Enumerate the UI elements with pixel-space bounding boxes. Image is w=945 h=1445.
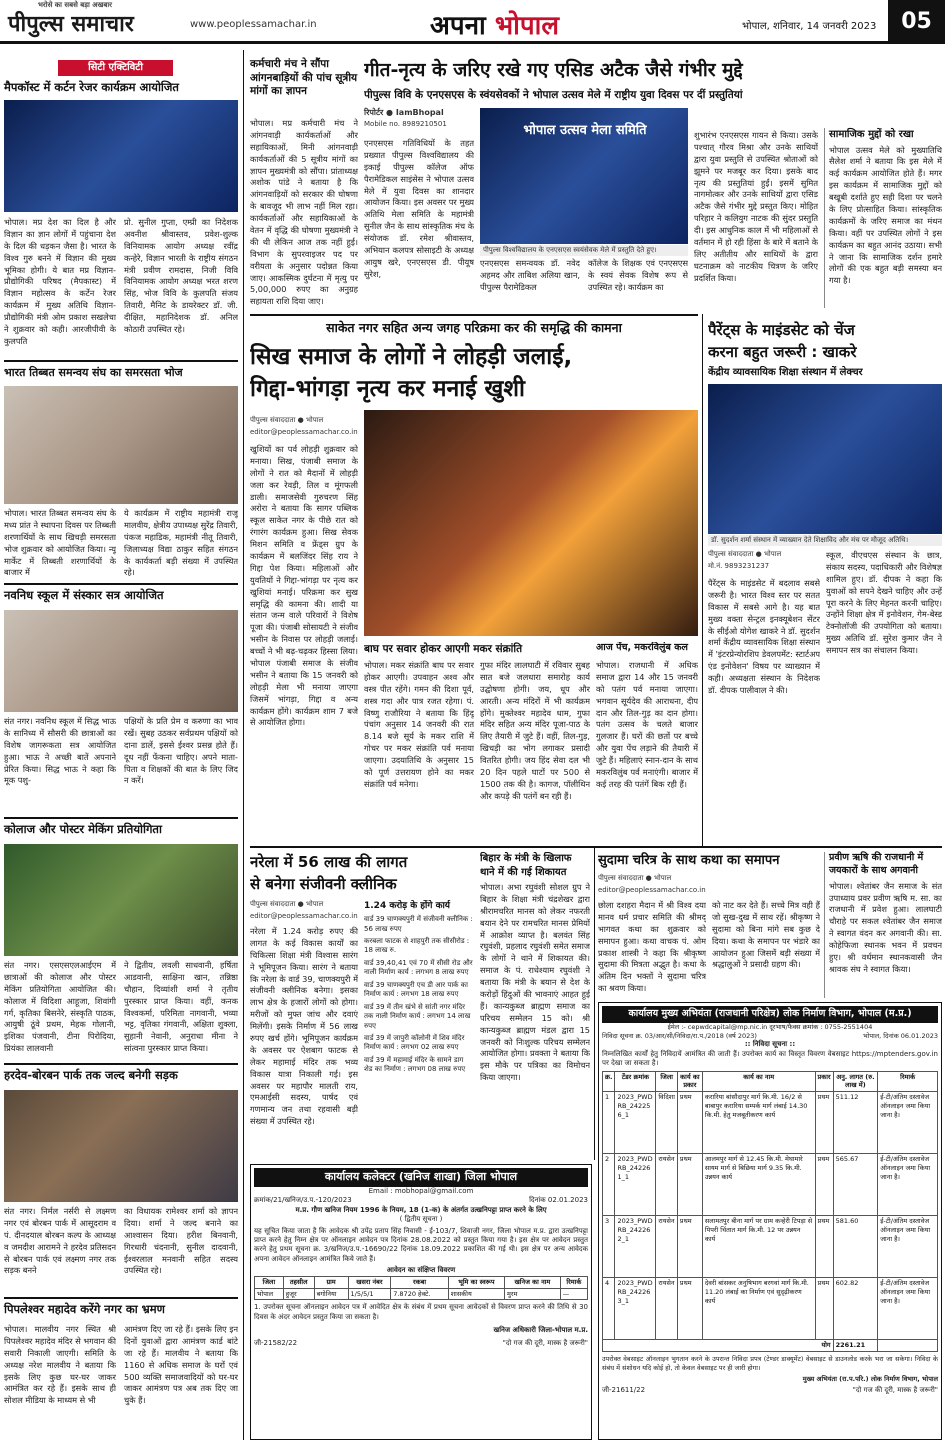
table-cell: प्रथम: [677, 1154, 702, 1216]
top-story-reporter: रिपोर्टर ● IamBhopal: [364, 108, 444, 117]
hardev-text-a: संत नगर। निर्मल नर्सरी से लक्ष्मण नगर एवं बोरबन पार्क में आसूदराम व पं. दीनदयाल बोरबन कल्प के आध्यक्ष व जमदीश आरामने ने हरदेव प्रतिसदन से बोरबन पार्क एवं लक्ष्मण नगर तक सड़क बनने: [4, 1206, 116, 1276]
table-header: प्रकार: [815, 1071, 833, 1092]
collector-slogan: "दो गज की दूरी, मास्क है जरूरी": [502, 1338, 588, 1347]
masthead: [0, 0, 945, 44]
kite-headline: आज पेंच, मकरविलुंब कल: [596, 642, 688, 653]
pwd-table: [602, 1071, 938, 1352]
top-story-photo: [480, 108, 688, 244]
table-header: रकबा: [391, 1276, 449, 1288]
list-item: वार्ड 39 चाणक्यपुरी में संजीवनी क्लीनिक : 56 लाख रुपए: [364, 915, 473, 933]
pwd-bottom: [602, 1386, 938, 1395]
lohri-headline-2: गिद्दा-भांगड़ा नृत्य कर मनाई खुशी: [250, 376, 525, 402]
pwd-ref: निविदा सूचना क्र. 03/आर/सी/निविदा/रा.प./2018 (वर्ष 2023): [602, 1031, 757, 1040]
navnidh-headline: नवनिध स्कूल में संस्कार सत्र आयोजित: [4, 588, 164, 602]
table-cell: देवरी बांसकर अनुषिभाग बरगवां मार्ग कि.मी. 11.20 लंबाई का निर्माण एवं सुदृढ़ीकरण कार्य: [702, 1278, 815, 1340]
divider: [4, 360, 238, 362]
table-cell: [878, 1340, 938, 1352]
parents-deck: केंद्रीय व्यावसायिक शिक्षा संस्थान में लेक्चर: [708, 367, 863, 378]
collage-photo: [4, 844, 238, 956]
table-cell: प्रथम: [815, 1154, 833, 1216]
bihar-text: भोपाल। अभा रघुवंशी सोशल ग्रुप ने बिहार के शिक्षा मंत्री चंद्रशेखर द्वारा श्रीरामचरित मानस को लेकर नफरती बयान देने पर रामचरित मानस प्रेमियों में आक्रोश व्याप्त है। बलवंत सिंह रघुवंशी, प्रहलाद रघुवंशी समेत समाज के लोगों ने थाने में शिकायत की। समाज के पं. राधेश्याम रघुवंशी ने बताया कि मंत्री के बयान से देश के करोड़ों हिंदुओं की भावनाएं आहत हुई हैं। कान्यकुब्ज ब्राह्मण समाज का परिचय सम्मेलन 15 को। श्री कान्यकुब्ज ब्राह्मण मंडल द्वारा 15 जनवरी को निःशुल्क परिचय सम्मेलन आयोजित होगा। प्रवक्ता ने बताया कि इस मौके पर पत्रिका का विमोचन किया जाएगा।: [480, 882, 590, 1083]
collage-text-b: ने द्वितीय, लवली साधवानी, हर्षिता आडवानी, साक्षिना खान, तन्निष्ठा चौहान, दिव्यांशी शर्मा ने तृतीय पुरस्कार प्राप्त किया। वहीं, कनक विश्वकर्मा, परिमिता नागवानी, भव्या भट्ट, वृतिका गंगवानी, अक्षिता शुक्ला, सुहानी नेवानी, अनुराधा मीना ने सांत्वना पुरस्कार प्राप्त किया।: [124, 960, 238, 1054]
table-header: अनु. लागत (रु. लाख में): [833, 1071, 878, 1092]
pravin-headline: प्रवीण ऋषि की राजधानी में जयकारों के साथ अगवानी: [829, 852, 924, 876]
table-cell: 4: [603, 1278, 615, 1340]
collector-bottom: [254, 1339, 588, 1348]
table-cell: 565.67: [833, 1154, 878, 1216]
top-story-headline: गीत-नृत्य के जरिए रखे गए एसिड अटैक जैसे गंभीर मुद्दे: [364, 59, 743, 81]
collector-ref-row: [254, 1196, 588, 1205]
list-item: वार्ड 39 में महामाई मंदिर के सामने डाग शेड का निर्माण : लगभग 08 लाख रुपए: [364, 1055, 466, 1074]
table-header: तहसील: [283, 1276, 314, 1288]
table-cell: प्रथम: [677, 1092, 702, 1154]
table-cell: 2023_PWDRB_242261_1: [615, 1154, 656, 1216]
list-item: वार्ड 39 में जापुरी कॉलोनी में शिव मंदिर निर्माण कार्य : लगभग 02 लाख रुपए: [364, 1033, 465, 1052]
parents-headline-1: पैरेंट्स के माइंडसेट को चेंज: [708, 321, 855, 339]
table-row: [603, 1154, 938, 1216]
lohri-headline-1: सिख समाज के लोगों ने लोहड़ी जलाई,: [250, 344, 573, 370]
parents-byline: पीपुल्स संवाददाता ● भोपाल: [708, 550, 782, 558]
tibbet-text-b: ये कार्यक्रम में राष्ट्रीय महामंत्री राजू मालवीय, क्षेत्रीय उपाध्यक्ष सुरेंद्र तिवारी, पंकज महाडिक, महामंत्री नीतू तिवारी, जिलाध्यक्ष विद्या ठाकुर सहित संगठन के कार्यकर्ता बड़ी संख्या में उपस्थित रहे।: [124, 508, 238, 578]
banner-text: भोपाल उत्सव मेला समिति: [523, 123, 647, 138]
tiger-text-a: भोपाल। मकर संक्रांति बाघ पर सवार होकर आएगी। उपवाहन अश्व और वस्त्र पीत रहेंगे। गमन की दिशा पूर्व, शस्त्र गदा और पात्र रजत रहेगा। पं. विष्णु राजौरिया ने बताया कि हिंदू पंचांग अनुसार 14 जनवरी की रात 8.14 बजे सूर्य के मकर राशि में गोचर पर मकर संक्रांति पर्व मनाया जाएगा। उदयातिथि के अनुसार 15 को पूर्ण उत्तरायण होने का मकर संक्रांति पर्व मनेगा।: [364, 660, 474, 789]
table-cell: 2261.21: [833, 1340, 878, 1352]
table-header: टेंडर क्रमांक: [615, 1071, 656, 1092]
collector-notice-no: ( द्वितीय सूचना ): [399, 1215, 443, 1224]
sudama-text-b: को नाट कर देते हैं। सच्चे मित्र वही हैं जो सुख-दुख में साथ रहें। श्रीकृष्ण ने सुदामा को बिना मांगे सब कुछ दे दिया। कथा के समापन पर भंडारे का आयोजन हुआ जिसमें बड़ी संख्या में श्रद्धालुओं ने प्रसादी ग्रहण की।: [712, 900, 820, 970]
table-cell: ई-टी/अंतिम दस्तावेज ऑनलाइन जमा किया जाना है।: [878, 1216, 938, 1278]
table-row: [603, 1216, 938, 1278]
column-rule: [243, 50, 244, 1440]
lohri-kicker: साकेत नगर सहित अन्य जगह परिक्रमा कर की समृद्धि की कामना: [326, 320, 622, 335]
pwd-subtitle: :: निविदा सूचना ::: [744, 1040, 796, 1049]
top-story-deck: पीपुल्स विवि के एनएसएस के स्वंयसेवकों ने भोपाल उत्सव मेले में राष्ट्रीय युवा दिवस पर दीं प्रस्तुतियां: [364, 89, 743, 101]
table-cell: —: [560, 1288, 587, 1300]
table-cell: प्रथम: [815, 1278, 833, 1340]
table-header: कार्य का प्रकार: [677, 1071, 702, 1092]
pravin-box: [824, 852, 942, 998]
piplesvar-text-a: भोपाल। मालवीय नगर स्थित श्री पिपलेश्वर महादेव मंदिर से भगवान की सवारी निकाली जाएगी। समिति के अध्यक्ष नरेश मालवीय ने बताया कि इसके लिए कुछ घर-घर जाकर आमंत्रित कर रहे हैं। इसके साथ ही सोशल मीडिया के माध्यम से भी: [4, 1324, 116, 1406]
navnidh-text-b: पक्षियों के प्रति प्रेम व करुणा का भाव रखें। सुबह उठकर सर्वप्रथम पक्षियों को दाना डालें, इससे ईश्वर प्रसन्न होते हैं। दूध नहीं फेंकना चाहिए। अपने माता-पिता व शिक्षकों की बात के लिए जिद न करें।: [124, 716, 238, 786]
column-rule: [594, 848, 595, 1160]
divider: [250, 314, 698, 316]
mapcost-photo: [4, 100, 238, 212]
pwd-slogan: "दो गज की दूरी, मास्क है जरूरी": [852, 1386, 938, 1395]
divider: [4, 1063, 238, 1065]
pwd-footer: उपरोक्त वेबसाइट ऑनलाइन भुगतान करने के उपरान्त निविदा प्रपत्र (टेण्डर डाक्यूमेंट) वेबसाइट से डाउनलोड करके भरा जा सकेगा। निविदा के संबंध में संशोधन यदि कोई हो, तो केवल वेबसाइट पर ही जारी होगा।: [602, 1354, 938, 1372]
table-header: भूमि का स्वरूप: [448, 1276, 504, 1288]
table-cell: प्रथम: [677, 1216, 702, 1278]
pwd-code: जी-21611/22: [602, 1386, 646, 1395]
tibbet-photo: [4, 386, 238, 504]
parents-mobile: मो.नं. 9893231237: [708, 562, 770, 570]
table-cell: भोपाल: [255, 1288, 284, 1300]
table-row: [603, 1092, 938, 1154]
collector-rule: म.प्र. गौण खनिज नियम 1996 के नियम, 18 (1-क) के अंतर्गत उत्खनिपट्टा प्राप्त करने के लिए: [295, 1205, 547, 1214]
table-cell: 2: [603, 1154, 615, 1216]
clinic-headline-2: से बनेगा संजीवनी क्लीनिक: [250, 875, 397, 893]
hardev-headline: हरदेव-बोरबन पार्क तक जल्द बनेगी सड़क: [4, 1068, 178, 1082]
table-cell: प्रथम: [815, 1092, 833, 1154]
table-cell: रायसेन: [656, 1154, 678, 1216]
table-header: कार्य का नाम: [702, 1071, 815, 1092]
mapcost-text-b: प्रो. सुनील गुप्ता, एम्प्री का निदेशक अवनीश श्रीवास्तव, प्रवेश-शुल्क विनियामक आयोग अध्यक्ष रवींद्र कन्हेरे, विज्ञान भारती के राष्ट्रीय संगठन मंत्री प्रवीण रामदास, निजी विवि विनियामक आयोग अध्यक्ष भरत शरण सिंह, भोज विवि के कुलपति संजय तिवारी, मैनिट के डायरेक्टर डॉ. जी. दीक्षित, महानिदेशक डॉ. अनिल कोठारी उपस्थित रहे।: [124, 217, 238, 335]
piplesvar-text-b: आमंत्रण दिए जा रहे हैं। इसके लिए इन दिनों युवाओं द्वारा आमंत्रण कार्ड बांटे जा रहे हैं। मालवीय ने बताया कि 1160 से अधिक समाज के घरों एवं 500 व्यक्ति समाजवादियों को घर-घर जाकर आमंत्रण पत्र अब तक दिए जा चुके हैं।: [124, 1324, 238, 1406]
list-item: वार्ड 39 चाणक्यपुरी एच डी आर पार्क का निर्माण कार्य : लगभग 18 लाख रुपए: [364, 980, 468, 999]
lohri-email[interactable]: editor@peoplessamachar.co.in: [250, 428, 358, 436]
table-cell: योग: [603, 1340, 834, 1352]
table-cell: बगोनिया: [314, 1288, 348, 1300]
table-cell: ई-टी/अंतिम दस्तावेज ऑनलाइन जमा किया जाना है।: [878, 1154, 938, 1216]
social-headline: सामाजिक मुद्दों को रखा: [829, 129, 914, 140]
navnidh-photo: [4, 610, 238, 712]
collector-ref: क्रमांक/21/खनिज/उ.प.-120/2023: [254, 1196, 352, 1205]
lohri-photo: [364, 410, 698, 636]
sudama-headline: सुदामा चरित्र के साथ कथा का समापन: [598, 853, 780, 868]
divider: [4, 583, 238, 585]
collector-email[interactable]: Email : mobhopal@gmail.com: [368, 1186, 474, 1195]
tibbet-headline: भारत तिब्बत समन्वय संघ का समरसता भोज: [4, 366, 183, 379]
karmachari-headline: कर्मचारी मंच ने सौंपा आंगनबाड़ियों की पांच सूत्रीय मांगों का ज्ञापन: [250, 58, 358, 98]
bihar-headline-1: बिहार के मंत्री के खिलाफ: [480, 853, 572, 864]
tibbet-text-a: भोपाल। भारत तिब्बत समन्वय संघ के मध्य प्रांत ने स्थापना दिवस पर तिब्बती शरणार्थियों के साथ खिचड़ी समरसता भोज शुक्रवार को आयोजित किया। न्यू मार्केट में तिब्बती शरणार्थियों के बाजार में: [4, 508, 116, 578]
kite-text: भोपाल। राजधानी में अधिक समाज द्वारा 14 और 15 जनवरी को पतंग पर्व मनाया जाएगा। भगवान सूर्यदेव की आराधना, दीप दान और तिल-गुड़ का दान होगा। पतंग उत्सव के चलते बाजार गुलजार हैं। घरों की छतों पर बच्चे और युवा पेंच लड़ाने की तैयारी में जुटे हैं। महिलाएं स्नान-दान के साथ मकरविलुंब पर्व मनाएंगी। बाजार में कई तरह की पतंगें बिक रही हैं।: [596, 660, 698, 789]
table-cell: आलमपुर मार्ग से 12.45 कि.मी. मेघामारे सायम मार्ग से बिछिया मार्ग 9.35 कि.मी. उन्नयन कार्य: [702, 1154, 815, 1216]
site-url[interactable]: www.peoplessamachar.in: [190, 19, 317, 30]
top-story-mobile: Mobile no. 8989210501: [364, 120, 447, 128]
brand-logo: पीपुल्स समाचार भरोसे का सबसे बड़ा अखबार: [8, 1, 134, 37]
parents-text-a: पैरेंट्स के माइंडसेट में बदलाव सबसे जरूरी है। भारत विश्व स्तर पर सतत विकास में सबसे आगे है। यह बात मुख्य वक्ता सेन्ट्रल इनक्यूबेशन सेंटर के सीईओ योगेश खाकरे ने डॉ. सुदर्शन शर्मा केंद्रीय व्यावसायिक शिक्षा संस्थान में 'इंटरप्रेन्योरशिप डेवलपमेंट: स्टार्टअप एंड इनोवेशन' विषय पर व्याख्यान में कही। अध्यक्षता संस्थान के निदेशक डॉ. दीपक पालीवाल ने की।: [708, 578, 820, 696]
table-cell: 2023_PWDRB_242262_1: [615, 1216, 656, 1278]
issue-date: भोपाल, शनिवार, 14 जनवरी 2023: [742, 21, 877, 32]
collector-date: दिनांक 02.01.2023: [529, 1196, 588, 1205]
lohri-byline: पीपुल्स संवाददाता ● भोपाल: [250, 416, 324, 424]
tiger-headline: बाघ पर सवार होकर आएगी मकर संक्रांति: [364, 643, 523, 655]
karmachari-text: भोपाल। मप्र कर्मचारी मंच ने आंगनवाड़ी कार्यकर्ताओं और सहायिकाओं, मिनी आंगनवाड़ी कार्यकर्ताओं की 5 सूत्रीय मांगों का ज्ञापन मुख्यमंत्री को सौंपा। प्रांताध्यक्ष अशोक पांडे ने बताया है कि आंगनवाड़ियों को सरकार की घोषणा के बावजूद भी लाभ नहीं मिल रहा। कार्यकर्ताओं और सहायिकाओं के वेतन में वृद्धि की घोषणा मुख्यमंत्री ने की थी लेकिन आज तक नहीं हुई। विभाग के सुपरवाइजर पद पर वरीयता के अनुसार पदोन्नत किया जाए। आकस्मिक दुर्घटना में मृत्यु पर 5,00,000 रुपए का अनुग्रह सहायता राशि दिया जाए।: [250, 118, 358, 307]
table-cell: विदिशा: [656, 1092, 678, 1154]
collector-title: कार्यालय कलेक्टर (खनिज शाखा) जिला भोपाल: [254, 1168, 588, 1187]
parents-caption: डॉ. सुदर्शन शर्मा संस्थान में व्याख्यान देते शिक्षाविद और मंच पर मौजूद अतिथि।: [708, 535, 942, 546]
table-cell: प्रथम: [815, 1216, 833, 1278]
navnidh-text-a: संत नगर। नवनिध स्कूल में सिद्ध भाऊ के सानिध्य में सौसरी की छात्राओं का विशेष जागरूकता सत्र आयोजित हुआ। भाऊ ने अच्छी बातें अपनाने प्रेरित किया। सिद्ध भाऊ ने कहा कि मूक पशु-: [4, 716, 116, 786]
table-header: जिला: [656, 1071, 678, 1092]
collage-text-a: संत नगर। एसएसएलआईएम में छात्राओं की कोलाज और पोस्टर मेकिंग प्रतियोगिता आयोजित की। कोलाज में विदिशा आहूजा, शिवांगी गर्ग, कृतिका बिसनेरे, संस्कृति पाठक, आयुषी ठूंवे प्रथम, मेहक गोलानी, इशिका पंजवानी, टीना पिरोदिया, प्रियंका लालवानी: [4, 960, 116, 1054]
pwd-intro: निम्नलिखित कार्यों हेतु निविदायें आमंत्रित की जाती हैं। उपरोक्त कार्य का विस्तृत विवरण वेबसाइट https://mptenders.gov.in पर देखा जा सकता है।: [602, 1049, 938, 1068]
mapcost-text-a: भोपाल। मप्र देश का दिल है और विज्ञान का ज्ञान लोगों में पहुंचाना देश के दिल की धड़कन जैसा है। भारत के विश्व गुरु बनने में विज्ञान की मुख्य भूमिका होगी। ये बात मप्र विज्ञान-प्रौद्योगिकी परिषद (मैपकास्ट) में विज्ञान महोत्सव के कर्टेन रेजर कार्यक्रम में मुख्य अतिथि विज्ञान-प्रौद्योगिकी मंत्री ओम प्रकाश सखलेचा ने शुक्रवार को कही। आरजीपीवी के कुलपति: [4, 217, 116, 346]
collector-table: [254, 1276, 588, 1301]
parents-photo: [708, 384, 942, 534]
table-row: [255, 1288, 588, 1300]
lohri-text: खुशियों का पर्व लोहड़ी शुक्रवार को मनाया। सिख, पंजाबी समाज के लोगों ने रात को मैदानों में लोहड़ी जला कर रेवड़ी, तिल व मूंगफली डाली। समाजसेवी गुरुचरण सिंह अरोरा ने बताया कि सागर पब्लिक स्कूल साकेत नगर के पीछे रात को रंगारंग कार्यक्रम हुआ। सिख सेवक मिशन समिति व फ्रेंड्स ग्रुप के कार्यक्रम में बलजिंदर सिंह राय ने गिद्दा पेश किया। महिलाओं और युवतियों ने गिद्दा-भांगड़ा पर नृत्य कर खुशियां मनाई। परिक्रमा कर सुख समृद्धि की कामना की। शादी या संतान जन्म वाले परिवारों ने विशेष पूजा की। पंजाबी सोसायटी ने संजीव भसीन के निवास पर लोहड़ी जलाई। बच्चों ने भी बढ़-चढ़कर हिस्सा लिया। भोपाल पंजाबी समाज के संजीव भसीन ने बताया कि 15 जनवरी को लोहड़ी मेला भी मनाया जाएगा जिसमें भांगड़ा, गिद्दा व अन्य कार्यक्रम होंगे। कार्यक्रम शाम 7 बजे से आयोजित होगा।: [250, 444, 358, 728]
table-header: जिला: [255, 1276, 284, 1288]
list-item: वार्ड 39 में तीन खंभे से सांती नगर मंदिर तक नाली निर्माण कार्य : लगभग 14 लाख रुपए: [364, 1002, 471, 1030]
divider: [250, 846, 942, 848]
collector-table-title: आवेदन का संक्षिप्त विवरण: [386, 1266, 456, 1275]
table-cell: 7.8720 हेक्टे.: [391, 1288, 449, 1300]
column-rule: [702, 314, 703, 848]
table-cell: 602.82: [833, 1278, 878, 1340]
divider: [4, 1297, 238, 1299]
city-activity-label: सिटी एक्टिविटी: [58, 60, 173, 76]
pravin-text: भोपाल। श्वेतांबर जैन समाज के संत उपाध्याय प्रवर प्रवीण ऋषि म. सा. का राजधानी में प्रवेश हुआ। लालघाटी चौराहे पर सकल श्वेतांबर जैन समाज ने स्वागत वंदन कर अगवानी की। सा. कोहेफिजा स्थानक भवन में प्रवचन हुए। श्री वर्धमान स्थानकवासी जैन श्रावक संघ ने स्वागत किया।: [829, 880, 942, 974]
clinic-list: [364, 900, 474, 1158]
table-cell: ई-टी/अंतिम दस्तावेज ऑनलाइन जमा किया जाना है।: [878, 1278, 938, 1340]
clinic-text: नरेला में 1.24 करोड़ रुपए की लागत के कई विकास कार्यों का चिकित्सा शिक्षा मंत्री विश्वास सारंग ने भूमिपूजन किया। सारंग ने बताया कि नरेला के वार्ड 39, चाणक्यपुरी में संजीवनी क्लीनिक बनेगा। इसका लाभ क्षेत्र के हजारों लोगों को होगा। मरीजों को मुफ्त जांच और दवाएं मिलेंगी। इसके निर्माण में 56 लाख रुपए खर्च होंगे। भूमिपूजन कार्यक्रम के अवसर पर ऐशबाग फाटक से लेकर महामाई मंदिर तक भव्य विकास यात्रा निकाली गई। इस अवसर पर महापौर मालती राय, एमआईसी सदस्य, पार्षद एवं गणमान्य जन तथा रहवासी बड़ी संख्या में उपस्थित रहे।: [250, 926, 358, 1127]
table-cell: सलामतपुर बीना मार्ग पर ग्राम कन्हेरी टिपड़ा से पिपरी चिंतात मार्ग कि.मी. 12 पर उन्नयन कार्य: [702, 1216, 815, 1278]
sudama-text-a: छोला दशहरा मैदान में श्री विश्व दया मानव धर्म प्रचार समिति की श्रीमद् भागवत कथा का शुक्रवार को समापन हुआ। कथा वाचक पं. ओम प्रकाश शास्त्री ने कहा कि श्रीकृष्ण सुदामा की मित्रता अद्भुत है। कथा के अंतिम दिन भक्तों ने सुदामा चरित्र का श्रवण किया।: [598, 900, 706, 994]
table-cell: 1/5/5/1: [348, 1288, 391, 1300]
mapcost-headline: मैपकॉस्ट में कर्टन रेजर कार्यक्रम आयोजित: [4, 80, 179, 94]
social-text: भोपाल उत्सव मेले को मुख्यातिथि सैलेश शर्मा ने बताया कि इस मेले में कई कार्यक्रम आयोजित होते हैं। मगर इस कार्यक्रम में सामाजिक मुद्दों को बखूबी दर्शाते हुए सही दिशा पर चलने के लिए प्रोत्साहित किया। सांस्कृतिक कार्यक्रमों के जरिए समाज का मंथन किया। वहीं पर उपस्थित लोगों ने इस कार्यक्रम का बहुत आनंद उठाया। सभी ने जाना कि सामाजिक दर्शन हमारे लोगों की एक बहुत बड़ी समस्या बन गया है।: [829, 144, 942, 286]
sudama-byline: पीपुल्स संवाददाता ● भोपाल: [598, 874, 672, 882]
table-cell: रायसेन: [656, 1278, 678, 1340]
top-story-text-d: शुभारंभ एनएसएस गायन से किया। उसके पश्चात् गौरव मिश्रा और उनके साथियों द्वारा युवा प्रस्तुति से उपस्थित श्रोताओं को झूमने पर मजबूर कर दिया। इसके बाद नृत्य की प्रस्तुतियां हुईं। इसमें सुमित नागमोत्कर और उनके साथियों द्वारा एसिड अटैक जैसे गंभीर मुद्दे प्रस्तुत किए। मोहित परिहार ने कलियुग नाटक की सुंदर प्रस्तुति दी। इस आधुनिक काल में भी महिलाओं से वर्तमान में हो रही हिंसा के बारे में बताने के लिए अतीतीय और साथियों के द्वारा घटनाक्रम को नाटकीय चित्रण के जरिए प्रदर्शित किया।: [694, 130, 818, 283]
collage-headline: कोलाज और पोस्टर मेकिंग प्रतियोगिता: [4, 822, 162, 836]
table-cell: ई-टी/अंतिम दस्तावेज ऑनलाइन जमा किया जाना है।: [878, 1092, 938, 1154]
top-story-caption: पीपुल्स विश्वविद्यालय के एनएसएस स्वयंसेवक मेले में प्रस्तुति देते हुए।: [480, 245, 688, 256]
collector-notice: [250, 1164, 592, 1440]
table-cell: मुरम: [505, 1288, 561, 1300]
collector-footer: 1. उपरोक्त सूचना ऑनलाइन आवेदन पत्र में आवेदित क्षेत्र के संबंध में प्रथम सूचना आवेदकों से विवरण प्राप्त करने की तिथि से 30 दिवस के अंदर आवेदन प्रस्तुत किया जा सकता है।: [254, 1303, 588, 1321]
section-title: अपना भोपाल: [430, 11, 560, 41]
clinic-headline-1: नरेला में 56 लाख की लागत: [250, 853, 408, 871]
table-cell: शासकीय: [448, 1288, 504, 1300]
top-story-text-a: एनएसएस गतिविधियों के तहत प्रख्यात पीपुल्स विश्वविद्यालय की इकाई पीपुल्स कॉलेज ऑफ पैरामेडिकल साइंसेस ने भोपाल उत्सव मेले में युवा दिवस का शानदार आयोजन किया। इस अवसर पर मुख्य अतिथि मेला समिति के महामंत्री सुनील जैन के साथ सांस्कृतिक मंच के संयोजक डॉ. रमेश श्रीवास्तव, अभियान कलपत्र सोसाइटी के अध्यक्ष आयुष खरे, एनएसएस डी. पीयूष सुरेश,: [364, 138, 474, 279]
collector-signer: खनिज अधिकारी जिला-भोपाल म.प्र.: [493, 1326, 588, 1335]
pwd-email[interactable]: ईमेल :- cepwdcapital@mp.nic.in दूरभाष/फैक्स क्रमांक : 0755-2551404: [667, 1022, 873, 1031]
bihar-headline-2: थाने में की गई शिकायत: [480, 867, 567, 878]
top-story-text-c: कॉलेज के शिक्षक एवं एनएसएस के स्वयं सेवक विशेष रूप से उपस्थित रहे। कार्यक्रम का: [588, 258, 688, 292]
tiger-text-b: गुफा मंदिर लालघाटी में रविवार सुबह सात बजे जलधारा समारोह कार्य उद्घोषणा होगी। जय, धूप और आरती। अन्य मंदिरों में भी कार्यक्रम होंगे। मुक्तेश्वर महादेव धाम, गुफा मंदिर सहित अन्य मंदिर पूजा-पाठ के लिए तैयारी में जुटे हैं। वहीं, तिल-गुड़, खिचड़ी का भोग लगाकर प्रसादी वितरित होगी। जय हिंद सेवा दल भी 20 दिन पहले घाटों पर 500 से 1500 तक की है। कागज, पॉलीथिन और कपड़े की पतंगें बन रही हैं।: [480, 660, 590, 801]
table-header: खनिज का नाम: [505, 1276, 561, 1288]
pwd-signer: मुख्य अभियंता (रा.प.परि.) लोक निर्माण विभाग, भोपाल: [802, 1375, 938, 1384]
pwd-date: भोपाल, दिनांक 06.01.2023: [863, 1031, 938, 1040]
pwd-title: कार्यालय मुख्य अभियंता (राजधानी परिक्षेत्र) लोक निर्माण विभाग, भोपाल (म.प्र.): [602, 1006, 938, 1023]
hardev-photo: [4, 1090, 238, 1202]
table-header: ग्राम: [314, 1276, 348, 1288]
table-header: रिमार्क: [560, 1276, 587, 1288]
table-cell: करारिया बांसौदापुर मार्ग कि.मी. 16/2 से बाबापुर करारिया सम्पर्क मार्ग लंबाई 14.30 कि.मी. हेतु मजबूतीकरण कार्य: [702, 1092, 815, 1154]
table-cell: हुजूर: [283, 1288, 314, 1300]
clinic-email[interactable]: editor@peoplessamachar.co.in: [250, 912, 358, 920]
parents-headline-2: करना बहुत जरूरी : खाकरे: [708, 343, 857, 361]
clinic-byline: पीपुल्स संवाददाता ● भोपाल: [250, 900, 324, 908]
table-header: रिमार्क: [878, 1071, 938, 1092]
piplesvar-headline: पिपलेश्वर महादेव करेंगे नगर का भ्रमण: [4, 1302, 165, 1316]
table-cell: प्रथम: [677, 1278, 702, 1340]
table-total-row: [603, 1340, 938, 1352]
sudama-email[interactable]: editor@peoplessamachar.co.in: [598, 886, 706, 894]
table-cell: 2023_PWDRB_242256_1: [615, 1092, 656, 1154]
table-cell: 511.12: [833, 1092, 878, 1154]
parents-text-b: स्कूल, वीएचएस संस्थान के छात्र, संकाय सदस्य, पदाधिकारी और विशेषज्ञ शामिल हुए। डॉ. दीपक ने कहा कि युवाओं को सपने देखने चाहिए और उन्हें पूरा करने के लिए मेहनत करनी चाहिए। उन्होंने शिक्षा क्षेत्र में इनोवेशन, गेम-बेस्ड टेक्नोलॉजी की उपयोगिता को बताया। मुख्य अतिथि डॉ. सुरेश कुमार जैन ने समापन सत्र का संचालन किया।: [826, 550, 942, 656]
collector-body: यह सूचित किया जाता है कि आवेदक श्री उपेंद्र प्रताप सिंह निवासी - ई-103/7, शिवाजी नगर, जिला भोपाल म.प्र. द्वारा उत्खनिपट्टा प्राप्त करने हेतु निम्न क्षेत्र पर ऑनलाइन आवेदन पत्र दिनांक 28.08.2022 को प्रस्तुत किया गया है। इस क्षेत्र पर आवेदन प्रस्तुत करने हेतु प्रथम सूचना क्र. 3/खनिज/उ.प.-16690/22 दिनांक 18.09.2022 प्रकाशित की गई थी। इस क्षेत्र पर अन्य आवेदक अपना आवेदन ऑनलाइन आमंत्रित किये जाते हैं।: [254, 1226, 588, 1263]
left-column: [4, 50, 238, 1440]
table-header: क्र.: [603, 1071, 615, 1092]
pwd-notice: [598, 1002, 942, 1440]
page-number: 05: [888, 0, 945, 44]
divider: [4, 817, 238, 819]
table-cell: 1: [603, 1092, 615, 1154]
table-cell: 3: [603, 1216, 615, 1278]
top-story-text-b: एनएसएस समन्वयक डॉ. नवेद अहमद और ताबिश अलिया खान, पीपुल्स पैरामेडिकल: [480, 258, 580, 292]
table-cell: 2023_PWDRB_242263_1: [615, 1278, 656, 1340]
collector-code: जी-21582/22: [254, 1338, 298, 1347]
table-header: खसरा नंबर: [348, 1276, 391, 1288]
list-item: करबला फाटक से शाहपुरी तक सीसीरोड : 18 लाख रु.: [364, 937, 470, 955]
list-item: वार्ड 39,40,41 एवं 70 में सीसी रोड और नाली निर्माण कार्य : लगभग 8 लाख रुपए: [364, 958, 473, 977]
table-cell: रायसेन: [656, 1216, 678, 1278]
table-row: [603, 1278, 938, 1340]
hardev-text-b: का विधायक रामेश्वर शर्मा को ज्ञापन दिया। शर्मा ने जल्द बनाने का आश्वासन दिया। हरीश बिनवानी, गिरधारी चंदनानी, सुनील दादवानी, ईश्वरलाल मनवानी सहित सदस्य उपस्थित रहे।: [124, 1206, 238, 1276]
table-cell: 581.60: [833, 1216, 878, 1278]
social-box: [824, 128, 942, 308]
clinic-list-headline: 1.24 करोड़ के होंगे कार्य: [364, 901, 451, 911]
